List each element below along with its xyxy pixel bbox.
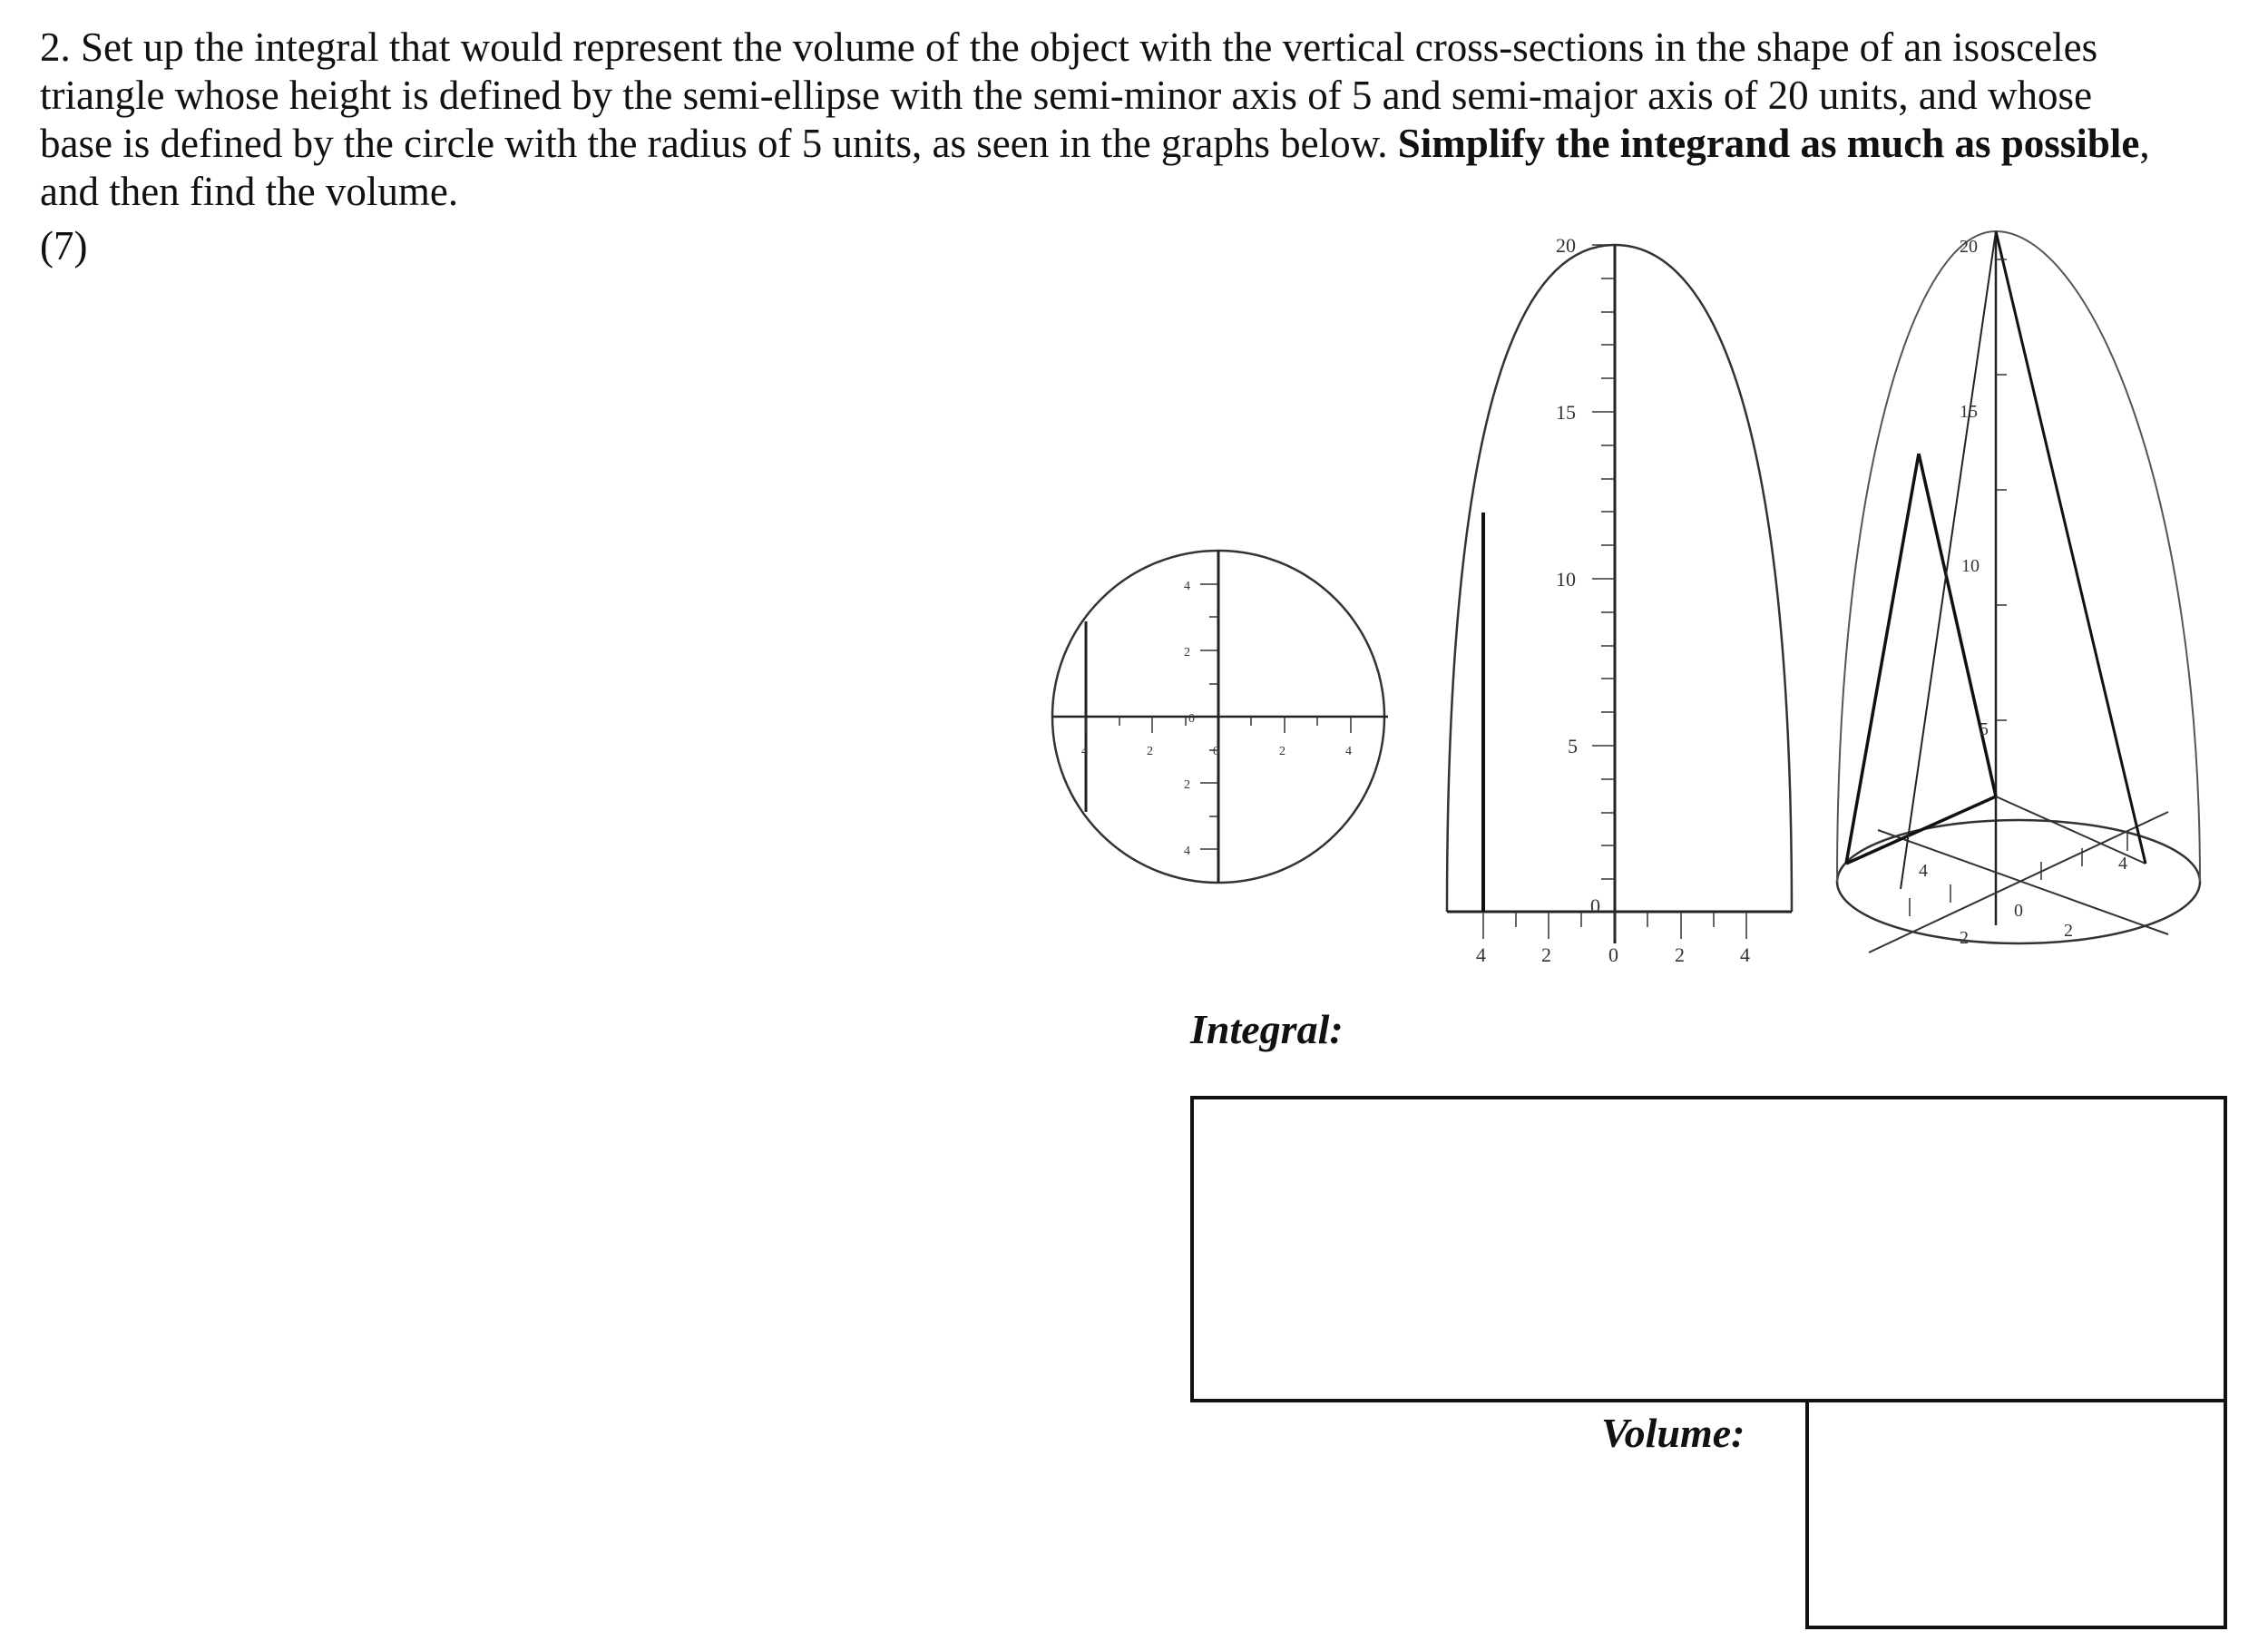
circle-x-tick: 4 [1081,745,1088,758]
integral-label: Integral: [1190,1006,1344,1052]
question-text [40,24,2163,216]
solid-base-tick: 2 [1960,928,1969,948]
question-number: 2. [40,24,71,70]
circle-x-tick: 2 [1279,745,1286,758]
ellipse-x-tick: 0 [1608,943,1618,966]
circle-x-tick: 2 [1147,745,1153,758]
circle-y-tick: 2 [1184,646,1190,659]
bold-instruction: Simplify the integrand as much as possible [1397,121,2140,166]
solid-z-tick: 10 [1961,556,1980,576]
solid-3d-plot [1823,209,2223,989]
points-value: (7) [40,223,88,269]
solid-base-tick: 4 [2118,854,2127,874]
solid-base-tick: 0 [2014,901,2023,921]
ellipse-y-tick: 20 [1556,234,1576,257]
circle-x-tick: 4 [1345,745,1352,758]
ellipse-y-tick: 15 [1556,401,1576,424]
ellipse-y-tick: 0 [1590,894,1600,917]
ellipse-y-tick: 10 [1556,568,1576,591]
question-body-end: , and then find the volume. [40,121,2150,214]
circle-y-tick: 4 [1184,845,1190,858]
ellipse-x-tick: 4 [1476,943,1486,966]
circle-plot [1043,544,1406,898]
question-body: Set up the integral that would represent the volume of the object with the vertical cross-sections in the shape of an isosceles triangle whose height is defined by the semi-ellipse with the semi-minor axis of 5 and semi-major axis of 20 units, and whose base is defined by the circle with the radius of 5 units, as seen in the graphs below. [40,24,2098,166]
circle-y-tick: 0 [1188,712,1195,726]
solid-z-tick: 15 [1960,402,1978,422]
circle-y-tick: 4 [1184,580,1190,593]
circle-x-tick: 0 [1213,745,1219,758]
ellipse-plot [1438,227,1819,980]
solid-z-tick: 5 [1980,719,1989,739]
ellipse-x-tick: 4 [1740,943,1750,966]
ellipse-x-tick: 2 [1675,943,1685,966]
solid-z-tick: 20 [1960,237,1978,257]
ellipse-x-tick: 2 [1541,943,1551,966]
volume-answer-box[interactable] [1805,1399,2227,1629]
volume-label: Volume: [1601,1410,1745,1456]
solid-base-tick: 4 [1919,861,1928,881]
ellipse-y-tick: 5 [1568,735,1578,757]
circle-y-tick: 2 [1184,778,1190,792]
integral-answer-box[interactable] [1190,1096,2227,1402]
solid-base-tick: 2 [2064,921,2073,941]
